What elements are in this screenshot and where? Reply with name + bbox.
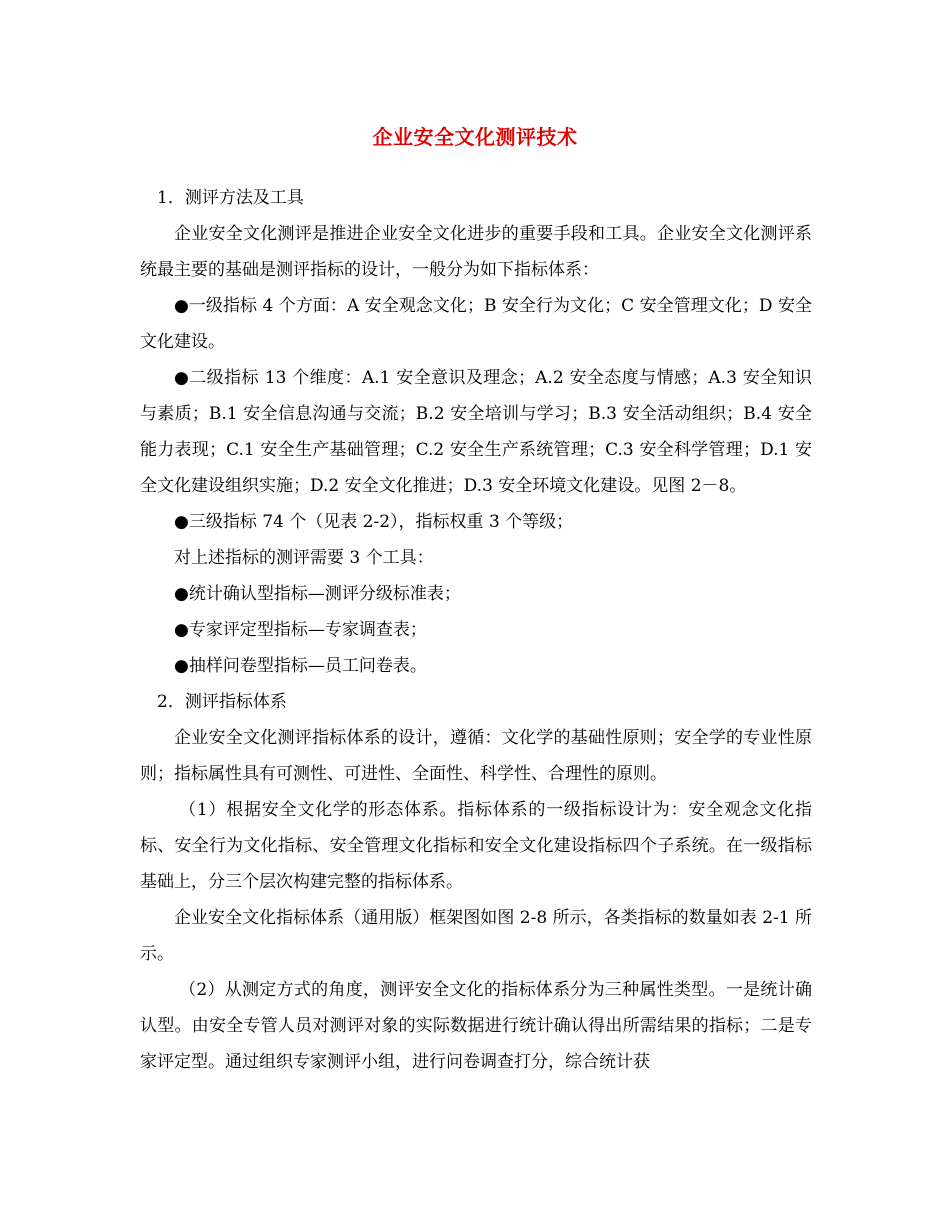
bullet-tool-expert: ●专家评定型指标—专家调查表； (174, 620, 427, 640)
bullet-level-3-indicators: ●三级指标 74 个（见表 2-2），指标权重 3 个等级； (174, 512, 574, 532)
bullet-tool-statistical: ●统计确认型指标—测评分级标准表； (174, 584, 461, 604)
document-body (140, 180, 812, 1080)
paragraph-tools-intro: 对上述指标的测评需要 3 个工具： (174, 548, 434, 568)
bullet-level-2-indicators: ●二级指标 13 个维度：A.1 安全意识及理念；A.2 安全态度与情感；A.3 安全知识与素质；B.1 安全信息沟通与交流；B.2 安全培训与学习；B.3 安全活动组织；B.4 安全能力表现；C.1 安全生产基础管理；C.2 安全生产系统管理；C.3 安全科学管理；D.1 安全文化建设组织实施；D.2 安全文化推进；D.3 安全环境文化建设。见图 2－8。 (140, 368, 812, 496)
section-heading-2: 2．测评指标体系 (157, 692, 287, 712)
paragraph-framework: 企业安全文化指标体系（通用版）框架图如图 2-8 所示，各类指标的数量如表 2-1 所示。 (140, 908, 812, 964)
section-heading-1: 1．测评方法及工具 (157, 188, 304, 208)
document-title: 企业安全文化测评技术 (372, 125, 578, 149)
paragraph-principles: 企业安全文化测评指标体系的设计，遵循：文化学的基础性原则；安全学的专业性原则；指标属性具有可测性、可进性、全面性、科学性、合理性的原则。 (140, 728, 812, 784)
bullet-level-1-indicators: ●一级指标 4 个方面：A 安全观念文化；B 安全行为文化；C 安全管理文化；D 安全文化建设。 (140, 296, 812, 352)
bullet-tool-survey: ●抽样问卷型指标—员工问卷表。 (174, 656, 427, 676)
paragraph-item-2: （2）从测定方式的角度，测评安全文化的指标体系分为三种属性类型。一是统计确认型。由安全专管人员对测评对象的实际数据进行统计确认得出所需结果的指标；二是专家评定型。通过组织专家测评小组，进行问卷调查打分，综合统计获 (140, 980, 812, 1072)
paragraph-intro: 企业安全文化测评是推进企业安全文化进步的重要手段和工具。企业安全文化测评系统最主要的基础是测评指标的设计，一般分为如下指标体系： (140, 224, 812, 280)
paragraph-item-1: （1）根据安全文化学的形态体系。指标体系的一级指标设计为：安全观念文化指标、安全行为文化指标、安全管理文化指标和安全文化建设指标四个子系统。在一级指标基础上，分三个层次构建完整的指标体系。 (140, 800, 812, 892)
